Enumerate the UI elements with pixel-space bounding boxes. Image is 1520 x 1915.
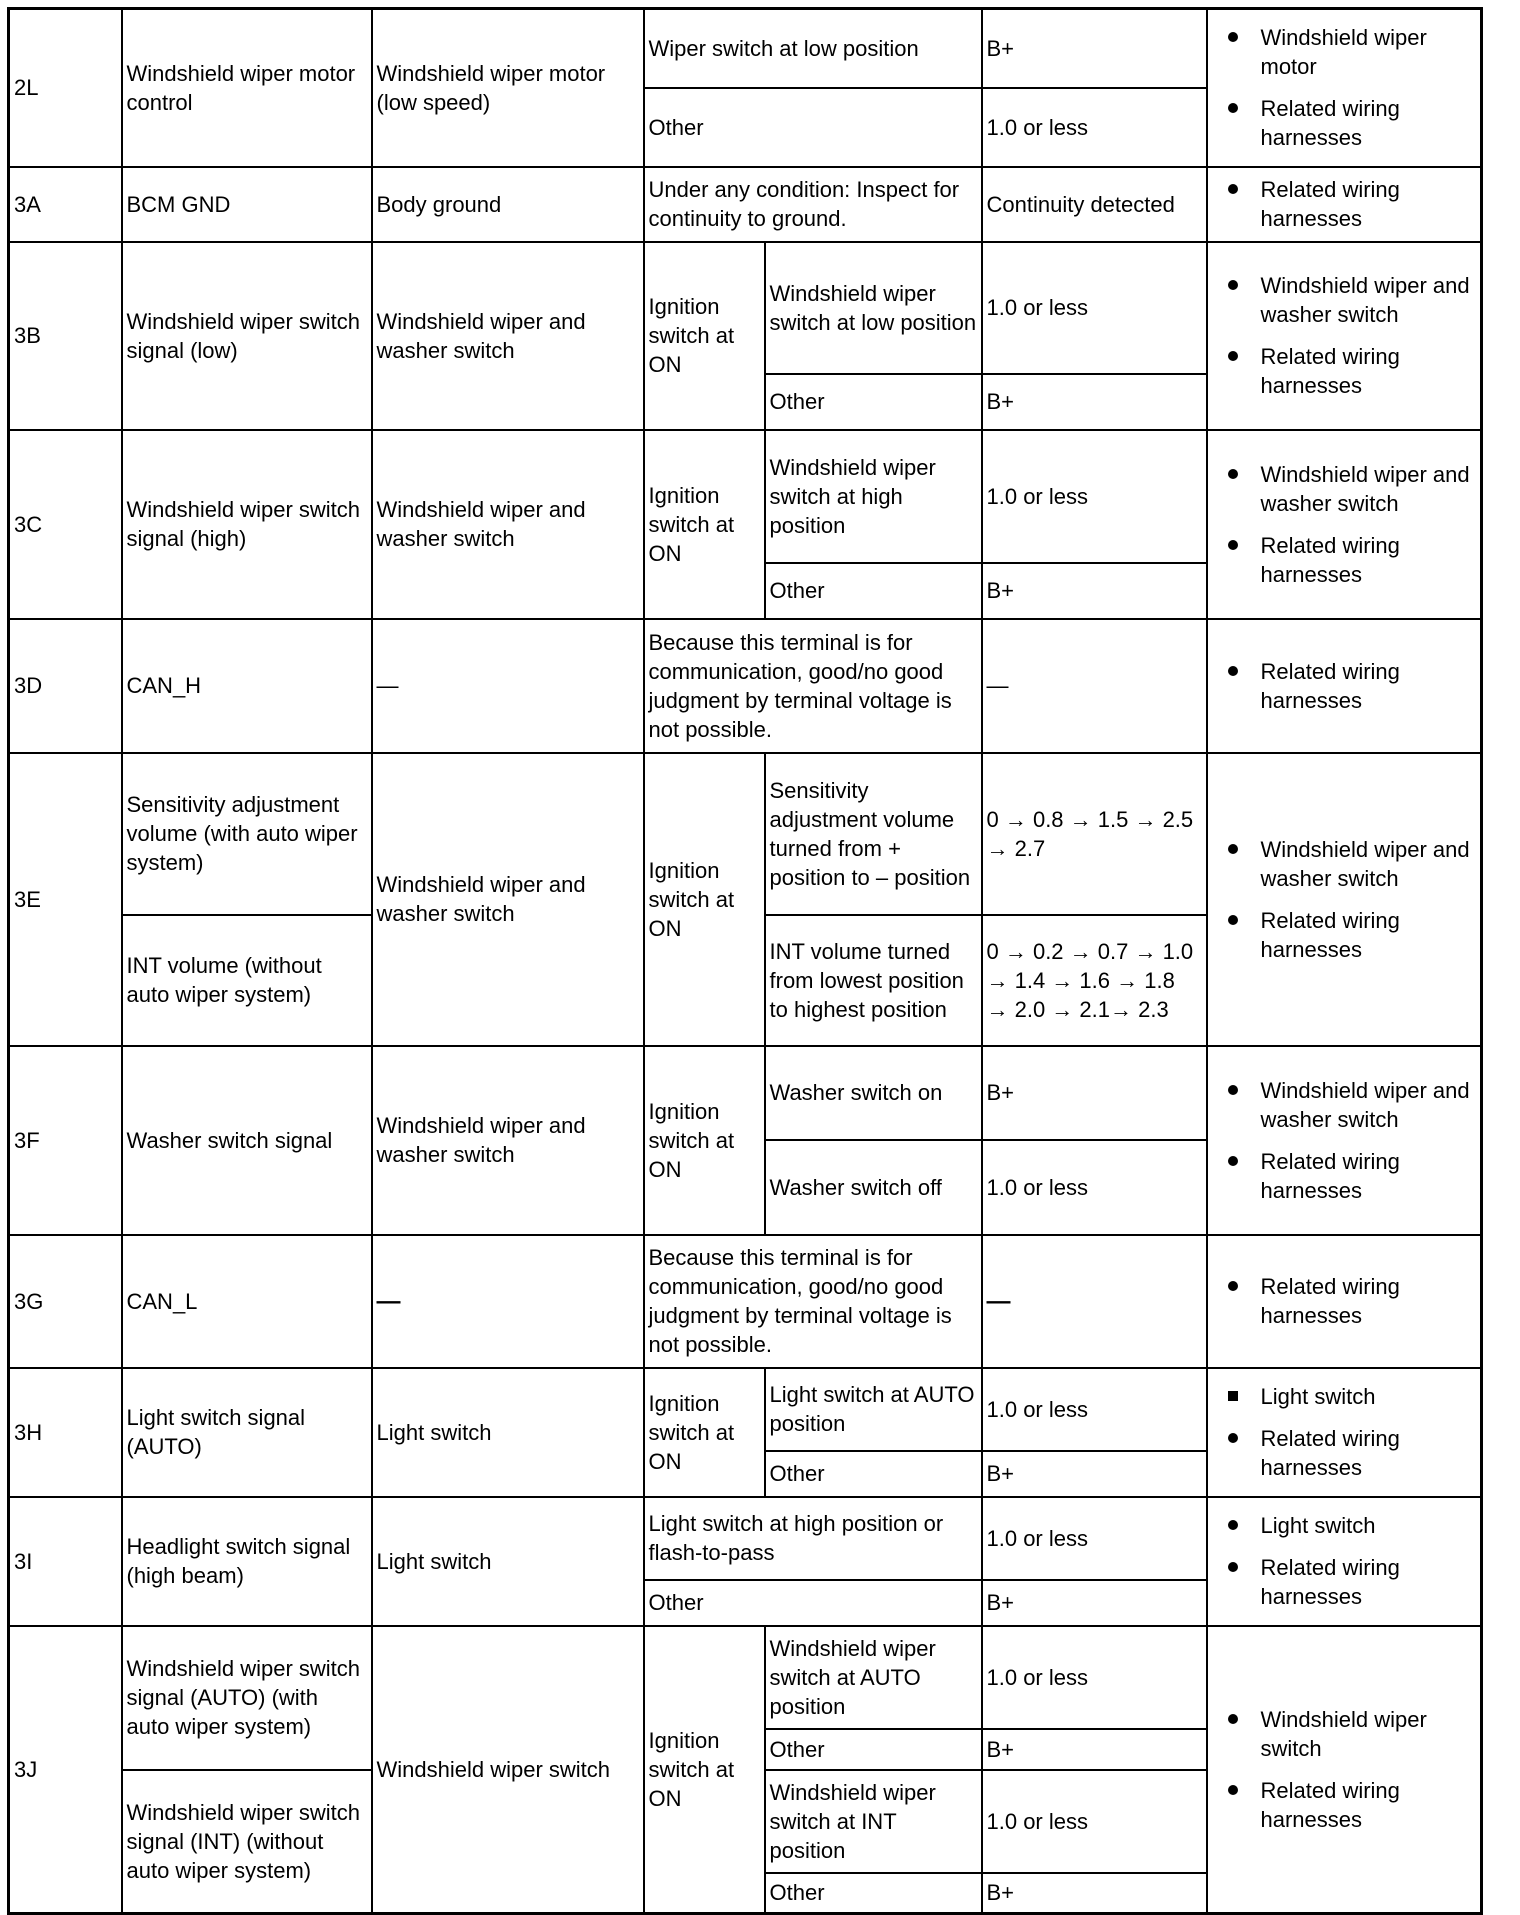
reference-item: Windshield wiper motor	[1212, 23, 1477, 81]
table-row	[9, 242, 1482, 374]
table-row	[9, 1497, 1482, 1580]
table-row	[9, 619, 1482, 753]
condition: Windshield wiper switch at INT position	[765, 1770, 982, 1873]
bullet-icon	[1228, 1433, 1238, 1443]
input-output-part: Windshield wiper and washer switch	[372, 242, 644, 430]
bullet-icon	[1228, 844, 1238, 854]
bullet-icon	[1228, 184, 1238, 194]
reference-item: Windshield wiper and washer switch	[1212, 460, 1477, 518]
ignition-condition: Ignition switch at ON	[644, 1626, 765, 1914]
value: 1.0 or less	[982, 1140, 1207, 1235]
value: 1.0 or less	[982, 430, 1207, 563]
condition: Washer switch off	[765, 1140, 982, 1235]
terminal-no: 3G	[9, 1235, 122, 1368]
bullet-icon	[1228, 1156, 1238, 1166]
signal-name: Sensitivity adjustment volume (with auto wiper system)	[122, 753, 372, 915]
value: 1.0 or less	[982, 1368, 1207, 1451]
bullet-icon	[1228, 1714, 1238, 1724]
terminal-no: 3H	[9, 1368, 122, 1497]
reference-item: Windshield wiper and washer switch	[1212, 1076, 1477, 1134]
reference-list	[1207, 753, 1482, 1046]
bullet-icon	[1228, 915, 1238, 925]
input-output-part: Windshield wiper motor (low speed)	[372, 9, 644, 167]
input-output-part: Windshield wiper and washer switch	[372, 1046, 644, 1235]
ignition-condition: Ignition switch at ON	[644, 430, 765, 619]
value: B+	[982, 1873, 1207, 1914]
value: B+	[982, 1046, 1207, 1140]
condition: Light switch at high position or flash-to-pass	[644, 1497, 982, 1580]
value: 1.0 or less	[982, 1626, 1207, 1729]
signal-name: Windshield wiper switch signal (high)	[122, 430, 372, 619]
signal-name: Windshield wiper switch signal (INT) (without auto wiper system)	[122, 1770, 372, 1914]
reference-item: Windshield wiper switch	[1212, 1705, 1477, 1763]
table-row	[9, 1626, 1482, 1729]
reference-item: Related wiring harnesses	[1212, 1776, 1477, 1834]
bullet-icon	[1228, 1391, 1238, 1401]
bullet-icon	[1228, 103, 1238, 113]
terminal-no: 3I	[9, 1497, 122, 1626]
reference-list	[1207, 619, 1482, 753]
value: B+	[982, 563, 1207, 619]
condition: Because this terminal is for communication, good/no good judgment by terminal voltage is not possible.	[644, 619, 982, 753]
condition: Windshield wiper switch at high position	[765, 430, 982, 563]
condition: Wiper switch at low position	[644, 9, 982, 88]
table-row	[9, 167, 1482, 242]
condition: Other	[765, 1729, 982, 1770]
bullet-icon	[1228, 540, 1238, 550]
signal-name: Headlight switch signal (high beam)	[122, 1497, 372, 1626]
bullet-icon	[1228, 32, 1238, 42]
input-output-part: Windshield wiper switch	[372, 1626, 644, 1914]
input-output-part: Windshield wiper and washer switch	[372, 430, 644, 619]
terminal-no: 3A	[9, 167, 122, 242]
reference-item: Related wiring harnesses	[1212, 657, 1477, 715]
reference-list	[1207, 430, 1482, 619]
condition: Windshield wiper switch at low position	[765, 242, 982, 374]
reference-item: Related wiring harnesses	[1212, 342, 1477, 400]
bullet-icon	[1228, 1562, 1238, 1572]
signal-name: BCM GND	[122, 167, 372, 242]
signal-name: CAN_L	[122, 1235, 372, 1368]
terminal-inspection-table	[7, 7, 1483, 1915]
reference-item: Windshield wiper and washer switch	[1212, 835, 1477, 893]
condition: Sensitivity adjustment volume turned from + position to – position	[765, 753, 982, 915]
reference-list	[1207, 1046, 1482, 1235]
condition: Other	[644, 1580, 982, 1626]
signal-name: INT volume (without auto wiper system)	[122, 915, 372, 1046]
value: B+	[982, 1451, 1207, 1497]
reference-list	[1207, 167, 1482, 242]
value: 1.0 or less	[982, 1497, 1207, 1580]
reference-item: Windshield wiper and washer switch	[1212, 271, 1477, 329]
bullet-icon	[1228, 1520, 1238, 1530]
bullet-icon	[1228, 1085, 1238, 1095]
condition: Other	[644, 88, 982, 167]
value: B+	[982, 1580, 1207, 1626]
terminal-no: 3F	[9, 1046, 122, 1235]
value: 0 → 0.2 → 0.7 → 1.0 → 1.4 → 1.6 → 1.8 → 2.0 → 2.1→ 2.3	[982, 915, 1207, 1046]
bullet-icon	[1228, 1785, 1238, 1795]
condition: INT volume turned from lowest position to highest position	[765, 915, 982, 1046]
value: B+	[982, 374, 1207, 430]
reference-item: Light switch	[1212, 1382, 1477, 1411]
reference-item: Related wiring harnesses	[1212, 1553, 1477, 1611]
reference-item: Related wiring harnesses	[1212, 1424, 1477, 1482]
condition: Other	[765, 1873, 982, 1914]
table-row	[9, 1046, 1482, 1140]
value: 1.0 or less	[982, 1770, 1207, 1873]
value: 1.0 or less	[982, 88, 1207, 167]
reference-list	[1207, 1235, 1482, 1368]
bullet-icon	[1228, 351, 1238, 361]
table-row	[9, 1368, 1482, 1451]
reference-list	[1207, 1368, 1482, 1497]
table-row	[9, 1235, 1482, 1368]
ignition-condition: Ignition switch at ON	[644, 1046, 765, 1235]
signal-name: CAN_H	[122, 619, 372, 753]
terminal-no: 3E	[9, 753, 122, 1046]
value: —	[982, 1235, 1207, 1368]
signal-name: Windshield wiper switch signal (AUTO) (with auto wiper system)	[122, 1626, 372, 1770]
reference-list	[1207, 1626, 1482, 1914]
value: B+	[982, 1729, 1207, 1770]
reference-item: Related wiring harnesses	[1212, 531, 1477, 589]
input-output-part: —	[372, 1235, 644, 1368]
reference-list	[1207, 9, 1482, 167]
value: B+	[982, 9, 1207, 88]
input-output-part: Light switch	[372, 1368, 644, 1497]
reference-item: Related wiring harnesses	[1212, 94, 1477, 152]
bullet-icon	[1228, 666, 1238, 676]
signal-name: Windshield wiper motor control	[122, 9, 372, 167]
ignition-condition: Ignition switch at ON	[644, 753, 765, 1046]
signal-name: Washer switch signal	[122, 1046, 372, 1235]
reference-item: Related wiring harnesses	[1212, 1272, 1477, 1330]
value: 0 → 0.8 → 1.5 → 2.5 → 2.7	[982, 753, 1207, 915]
value: —	[982, 619, 1207, 753]
input-output-part: Body ground	[372, 167, 644, 242]
reference-item: Related wiring harnesses	[1212, 906, 1477, 964]
condition: Light switch at AUTO position	[765, 1368, 982, 1451]
condition: Washer switch on	[765, 1046, 982, 1140]
signal-name: Windshield wiper switch signal (low)	[122, 242, 372, 430]
condition: Under any condition: Inspect for continuity to ground.	[644, 167, 982, 242]
value: 1.0 or less	[982, 242, 1207, 374]
condition: Other	[765, 374, 982, 430]
terminal-no: 2L	[9, 9, 122, 167]
bullet-icon	[1228, 280, 1238, 290]
bullet-icon	[1228, 1281, 1238, 1291]
signal-name: Light switch signal (AUTO)	[122, 1368, 372, 1497]
terminal-no: 3J	[9, 1626, 122, 1914]
reference-list	[1207, 1497, 1482, 1626]
ignition-condition: Ignition switch at ON	[644, 242, 765, 430]
terminal-no: 3C	[9, 430, 122, 619]
reference-list	[1207, 242, 1482, 430]
reference-item: Related wiring harnesses	[1212, 175, 1477, 233]
table-row	[9, 753, 1482, 915]
table-row	[9, 9, 1482, 88]
condition: Windshield wiper switch at AUTO position	[765, 1626, 982, 1729]
reference-item: Light switch	[1212, 1511, 1477, 1540]
input-output-part: —	[372, 619, 644, 753]
reference-item: Related wiring harnesses	[1212, 1147, 1477, 1205]
condition: Other	[765, 563, 982, 619]
condition: Because this terminal is for communication, good/no good judgment by terminal voltage is not possible.	[644, 1235, 982, 1368]
condition: Other	[765, 1451, 982, 1497]
terminal-no: 3B	[9, 242, 122, 430]
table-row	[9, 430, 1482, 563]
input-output-part: Light switch	[372, 1497, 644, 1626]
ignition-condition: Ignition switch at ON	[644, 1368, 765, 1497]
input-output-part: Windshield wiper and washer switch	[372, 753, 644, 1046]
value: Continuity detected	[982, 167, 1207, 242]
bullet-icon	[1228, 469, 1238, 479]
terminal-no: 3D	[9, 619, 122, 753]
